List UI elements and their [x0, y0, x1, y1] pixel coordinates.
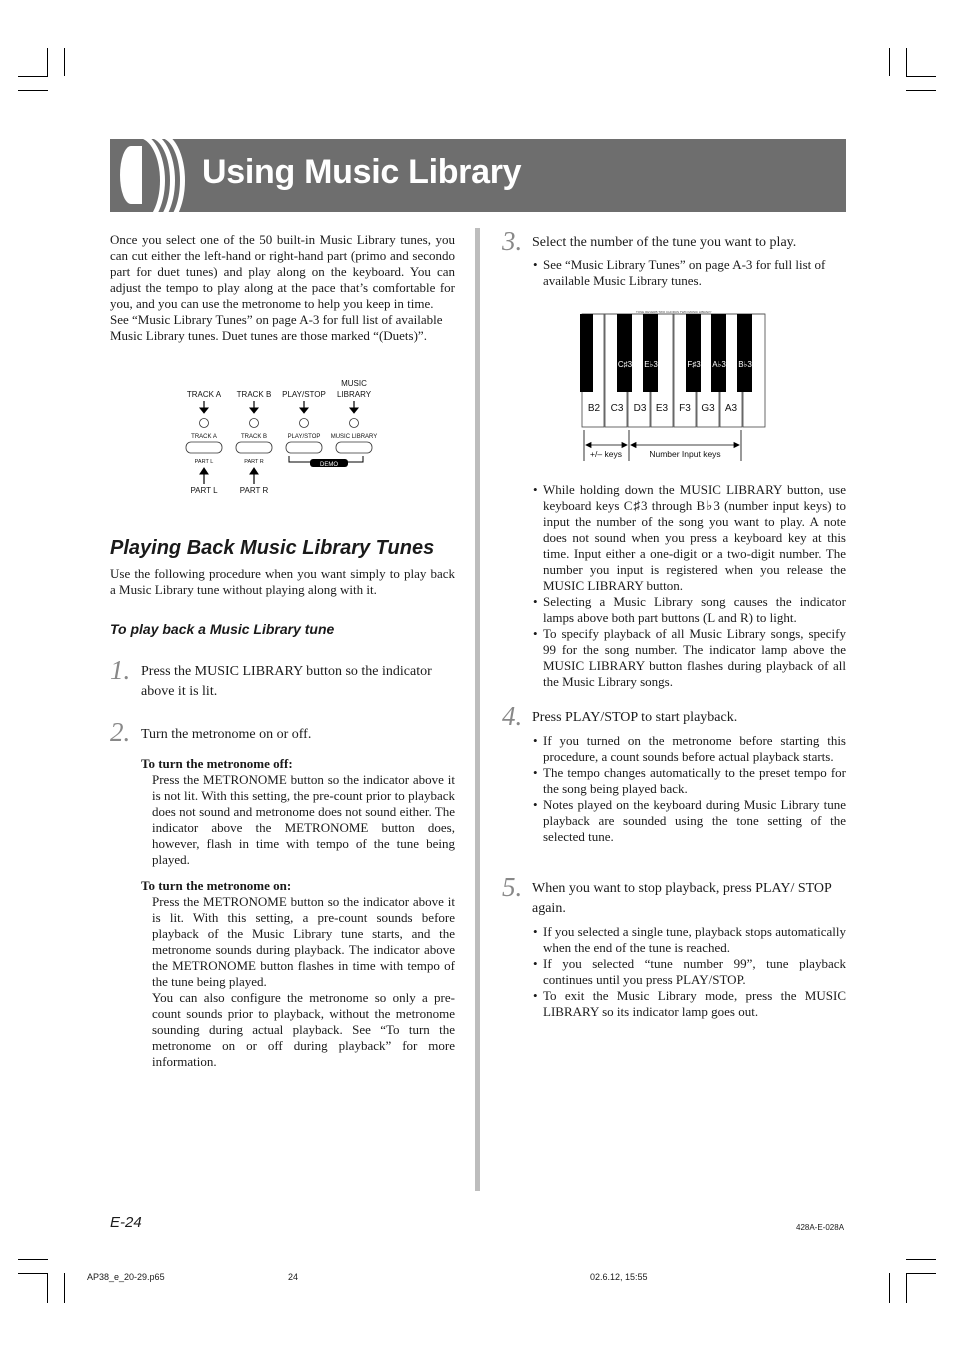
white-key-label: D3	[633, 403, 647, 414]
label-music: MUSIC	[341, 379, 367, 388]
button-label: TRACK B	[240, 434, 268, 440]
step-number: 1.	[110, 655, 131, 685]
button-label: TRACK A	[191, 434, 217, 440]
black-key	[617, 314, 632, 392]
label-library: LIBRARY	[336, 390, 372, 399]
title-banner	[110, 139, 846, 212]
step-3-note	[533, 257, 846, 289]
intro-paragraph: Once you select one of the 50 built-in Music Library tunes, you can cut either the left-hand or right-hand part (primo and secondo part for duet tunes) and play along on the keyboard. You can adjust the tempo to play along at the pace that’s comfortable for you, and you can use the metronome to help you keep in time.	[110, 232, 455, 311]
bullet-item: • Notes played on the keyboard during Music Library tune playback are sounded using the tone setting of the selected tune.	[533, 797, 846, 845]
crop-mark	[906, 90, 936, 91]
bullet-item: • If you selected “tune number 99”, tune playback continues until you press PLAY/STOP.	[533, 956, 846, 988]
step-3-bullets	[533, 482, 846, 690]
step-3	[502, 226, 846, 256]
white-key-label: A3	[724, 403, 738, 414]
part-r-label: PART R	[239, 486, 269, 495]
section-heading: Playing Back Music Library Tunes	[110, 537, 435, 559]
keyboard-figure	[578, 306, 770, 466]
file-name: AP38_e_20-29.p65	[87, 1272, 165, 1282]
bullet-item: • While holding down the MUSIC LIBRARY button, use keyboard keys C♯3 through B♭3 (number input keys) to input the number of the song you want to play. A note does not sound when you press a keyboard key at this time. Input either a one-digit or a two-digit number. The number you input is registered when you release the MUSIC LIBRARY button.	[533, 482, 846, 594]
bullet-item: • Selecting a Music Library song causes the indicator lamps above both part buttons (L and R) to light.	[533, 594, 846, 626]
crop-mark	[906, 1273, 907, 1303]
bullet-item: • The tempo changes automatically to the preset tempo for the song being played back.	[533, 765, 846, 797]
crop-mark	[18, 90, 48, 91]
page-title: Using Music Library	[202, 153, 522, 191]
bullet-item: • If you turned on the metronome before starting this procedure, a count sounds before actual playback starts.	[533, 733, 846, 765]
intro	[110, 232, 455, 344]
intro-paragraph: See “Music Library Tunes” on page A-3 for full list of available Music Library tunes. Duet tunes are those marked “(Duets)”.	[110, 312, 443, 343]
bullet-item: • To specify playback of all Music Library songs, specify 99 for the song number. The indicator lamp above the MUSIC LIBRARY button flashes during playback of all the Music Library songs.	[533, 626, 846, 690]
plus-minus-keys-label: +/– keys	[590, 449, 622, 459]
track-a-button[interactable]	[186, 442, 222, 453]
step-number: 2.	[110, 717, 131, 747]
demo-label: DEMO	[320, 462, 338, 468]
svg-text:TONE REVERB TWO CHORUS TWI: TONE REVERB TWO CHORUS TWIN MUSIC LIBRARY	[636, 310, 712, 314]
step-text: Press the MUSIC LIBRARY button so the indicator above it is lit.	[141, 664, 432, 699]
metronome-off	[141, 756, 455, 868]
metronome-on	[141, 878, 455, 1070]
white-key-label: F3	[679, 403, 691, 414]
crop-mark	[64, 1273, 65, 1303]
step-5	[502, 872, 846, 918]
button-label: MUSIC LIBRARY	[330, 434, 378, 440]
black-key-label: A♭3	[712, 360, 726, 369]
section-lead: Use the following procedure when you want simply to play back a Music Library tune without playing along with it.	[110, 566, 455, 597]
crop-mark	[47, 1273, 48, 1303]
crop-mark	[906, 1259, 936, 1260]
part-label: PART R	[244, 459, 264, 465]
crop-mark	[906, 1273, 936, 1274]
step-number: 3.	[502, 226, 523, 256]
crop-mark	[47, 48, 48, 76]
bullet-item: • See “Music Library Tunes” on page A-3 for full list of available Music Library tunes.	[533, 257, 846, 289]
label-play-stop: PLAY/STOP	[282, 390, 326, 399]
indicator-lamp-icon	[350, 419, 359, 428]
metronome-on-title: To turn the metronome on:	[141, 878, 292, 893]
crop-mark	[889, 48, 890, 76]
banner-arc-icon	[136, 139, 185, 212]
white-key-label: B2	[587, 403, 601, 414]
black-key	[643, 314, 658, 392]
button-label: PLAY/STOP	[287, 434, 321, 440]
black-key	[711, 314, 726, 392]
black-key-label: B♭3	[738, 360, 752, 369]
step-4-bullets	[533, 733, 846, 845]
black-key	[737, 314, 752, 392]
metronome-off-title: To turn the metronome off:	[141, 756, 293, 771]
white-key-label: C3	[610, 403, 624, 414]
number-input-keys-label: Number Input keys	[649, 449, 721, 459]
step-number: 4.	[502, 701, 523, 731]
page-number: E-24	[110, 1214, 142, 1231]
label-track-b: TRACK B	[236, 390, 272, 399]
crop-mark	[906, 76, 936, 77]
step-text: Turn the metronome on or off.	[141, 727, 312, 742]
document-code: 428A-E-028A	[796, 1223, 845, 1232]
step-2	[110, 717, 455, 747]
step-number: 5.	[502, 872, 523, 902]
crop-mark	[889, 1273, 890, 1303]
indicator-lamp-icon	[200, 419, 209, 428]
black-key-label: E♭3	[644, 360, 658, 369]
step-1	[110, 655, 455, 699]
step-text: Press PLAY/STOP to start playback.	[532, 710, 738, 725]
step-text: When you want to stop playback, press PLAY/ STOP again.	[532, 881, 832, 916]
metronome-on-text-2: You can also configure the metronome so only a pre-count sounds prior to playback, without the metronome sounding during actual playback. See “To turn the metronome on or off during playback” for more information.	[152, 990, 455, 1069]
metronome-off-text: Press the METRONOME button so the indicator above it is not lit. With this setting, the pre-count prior to playback does not sound and metronome does not sound either. The indicator above the METRONOME button does, however, flash in time with tempo of the tune being played.	[152, 772, 455, 867]
label-track-a: TRACK A	[186, 390, 222, 399]
crop-mark	[18, 1259, 48, 1260]
control-panel-figure	[175, 372, 395, 498]
black-key-label: F♯3	[687, 360, 701, 369]
column-divider	[475, 228, 480, 1191]
crop-mark	[18, 1273, 48, 1274]
step-5-bullets	[533, 924, 846, 1020]
indicator-lamp-icon	[250, 419, 259, 428]
white-key-label: G3	[701, 403, 715, 414]
sheet-number: 24	[288, 1272, 299, 1282]
step-4	[502, 701, 846, 731]
crop-mark	[18, 76, 48, 77]
part-label: PART L	[194, 459, 214, 465]
white-key-label: E3	[655, 403, 669, 414]
part-l-label: PART L	[190, 486, 218, 495]
track-b-button[interactable]	[236, 442, 272, 453]
metronome-on-text: Press the METRONOME button so the indicator above it is lit. With this setting, a pre-count sounds before playback of the Music Library tune starts, and the metronome sounds during playback. The indicator above the METRONOME button flashes in time with tempo of the tune being played.	[152, 894, 455, 989]
black-key-label: C♯3	[617, 360, 633, 369]
procedure-heading: To play back a Music Library tune	[110, 621, 335, 637]
black-key	[686, 314, 701, 392]
crop-mark	[64, 48, 65, 76]
music-library-button[interactable]	[336, 442, 372, 453]
step-text: Select the number of the tune you want to play.	[532, 235, 797, 250]
play-stop-button[interactable]	[286, 442, 322, 453]
bullet-item: • If you selected a single tune, playback stops automatically when the end of the tune is reached.	[533, 924, 846, 956]
print-date: 02.6.12, 15:55	[590, 1272, 648, 1282]
indicator-lamp-icon	[300, 419, 309, 428]
bullet-item: • To exit the Music Library mode, press the MUSIC LIBRARY so its indicator lamp goes out.	[533, 988, 846, 1020]
crop-mark	[906, 48, 907, 76]
